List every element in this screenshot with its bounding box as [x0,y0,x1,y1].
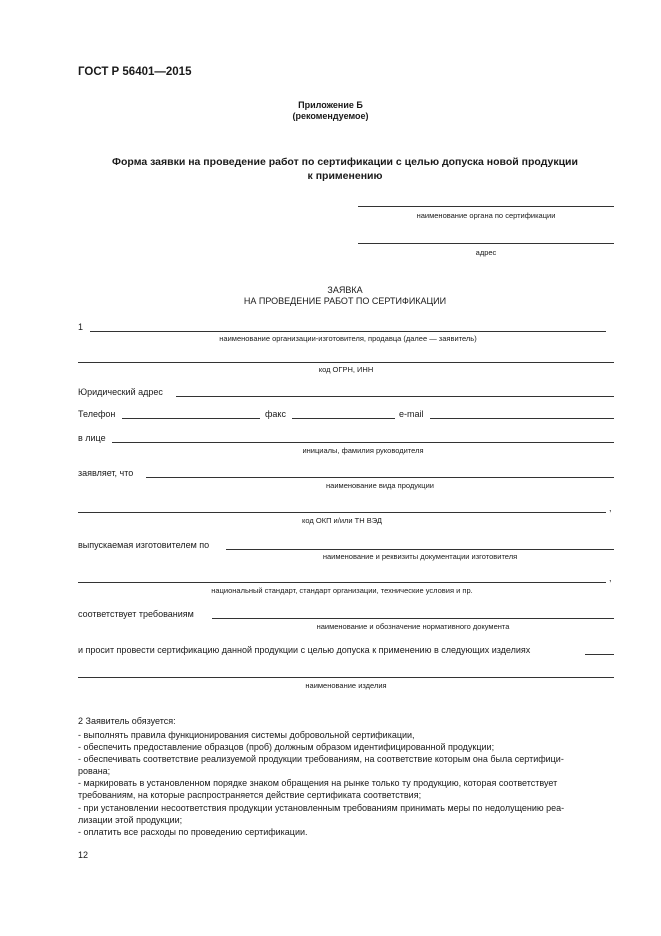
application-subtitle: НА ПРОВЕДЕНИЕ РАБОТ ПО СЕРТИФИКАЦИИ [243,296,447,306]
application-title: ЗАЯВКА [327,285,363,295]
standard-line [78,582,606,583]
ogrn-caption: код ОГРН, ИНН [318,365,374,374]
requests-line [585,654,614,655]
phone-label: Телефон [78,409,116,419]
legal-address-label: Юридический адрес [78,387,163,397]
head-line [112,442,614,443]
items-caption: наименование изделия [305,681,387,690]
produced-by-label: выпускаемая изготовителем по [78,540,210,550]
organization-caption: наименование организации-изготовителя, продавца (далее — заявитель) [219,334,477,343]
appendix-note: (рекомендуемое) [292,111,369,121]
email-label: e-mail [399,409,424,419]
okp-caption: код ОКП и/или ТН ВЭД [302,516,382,525]
docs-line [226,549,614,550]
obligations-heading: 2 Заявитель обязуется: [78,716,176,726]
requests-label: и просит провести сертификацию данной продукции с целью допуска к применению в следующих изделиях [78,645,531,655]
cert-body-caption: наименование органа по сертификации [416,211,556,220]
address-caption: адрес [475,248,497,257]
address-line [358,243,614,244]
organization-line [90,331,606,332]
normdoc-caption: наименование и обозначение нормативного документа [316,622,510,631]
product-line [146,477,614,478]
fax-line [292,418,395,419]
standard-caption: национальный стандарт, стандарт организации, технические условия и пр. [211,586,473,595]
standard-code: ГОСТ Р 56401—2015 [78,66,192,78]
obligation-item: рована; [78,766,111,776]
okp-comma: , [609,503,612,513]
normdoc-line [212,618,614,619]
page-number: 12 [78,850,89,860]
obligation-item: - обеспечивать соответствие реализуемой продукции требованиям, на соответствие которым она была сертифици- [78,754,564,764]
items-line [78,677,614,678]
appendix-title: Приложение Б [298,100,363,110]
cert-body-line [358,206,614,207]
item-number-1: 1 [78,322,84,332]
okp-line [78,512,606,513]
in-person-label: в лице [78,433,106,443]
phone-line [122,418,260,419]
obligation-item: - выполнять правила функционирования системы добровольной сертификации, [78,730,415,740]
ogrn-line [78,362,614,363]
obligation-item: - оплатить все расходы по проведению сертификации. [78,827,308,837]
obligation-item: - при установлении несоответствия продукции установленным требованиям принимать меры по недолущению реа- [78,803,565,813]
obligation-item: лизации этой продукции; [78,815,183,825]
email-line [430,418,614,419]
docs-caption: наименование и реквизиты документации изготовителя [322,552,518,561]
head-caption: инициалы, фамилия руководителя [302,446,424,455]
form-title-line1: Форма заявки на проведение работ по сертификации с целью допуска новой продукции [112,156,578,168]
declares-label: заявляет, что [78,468,134,478]
standard-comma: , [609,573,612,583]
product-caption: наименование вида продукции [326,481,434,490]
obligation-item: - обеспечить предоставление образцов (проб) должным образом идентифицированной продукции; [78,742,495,752]
obligation-item: - маркировать в установленном порядке знаком обращения на рынке только ту продукцию, которая соответствует [78,778,558,788]
complies-label: соответствует требованиям [78,609,194,619]
form-title-line2: к применению [307,170,383,182]
fax-label: факс [265,409,286,419]
legal-address-line [176,396,614,397]
obligation-item: требованиям, на которые распространяется действие сертификата соответствия; [78,790,422,800]
